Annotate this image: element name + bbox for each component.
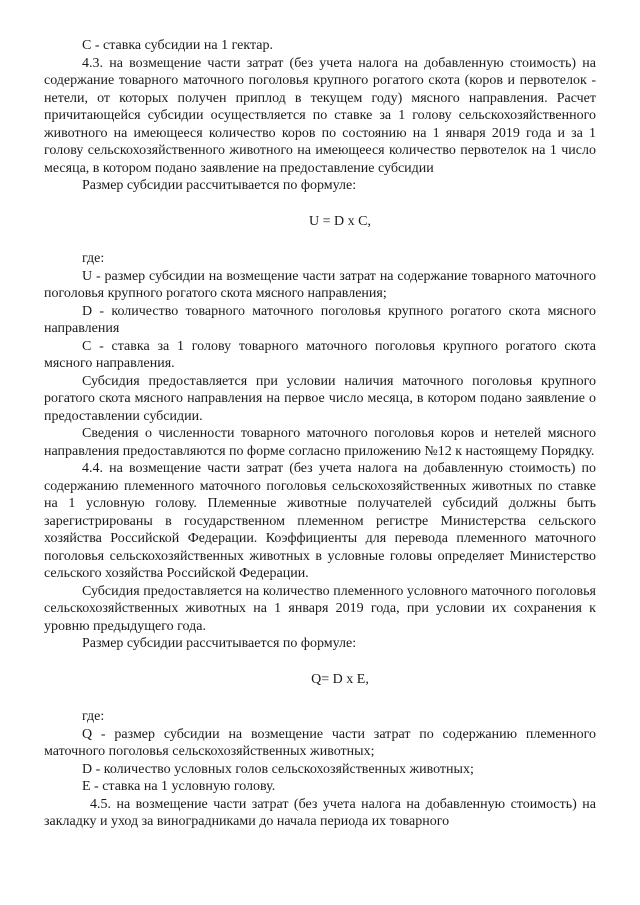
paragraph-4-5: 4.5. на возмещение части затрат (без учета налога на добавленную стоимость) на закладку и уход за виноградниками до начала периода их товарного <box>44 796 596 829</box>
paragraph-4-3: 4.3. на возмещение части затрат (без учета налога на добавленную стоимость) на содержание товарного маточного поголовья крупного рогатого скота (коров и первотелок - нетели, от которых получен приплод в текущем году) мясного направления. Расчет причитающейся субсидии осуществляется по ставке за 1 голову сельскохозяйственного животного на имеющееся количество коров по состоянию на 1 января 2019 года и за 1 голову сельскохозяйственного животного на имеющееся количество первотелок на 1 число месяца, в котором подано заявление на предоставление субсидии <box>44 55 596 176</box>
paragraph-rate-per-hectare: С - ставка субсидии на 1 гектар. <box>82 38 274 53</box>
paragraph-formula-intro-2: Размер субсидии рассчитывается по формуле: <box>82 636 357 651</box>
formula-2: Q= D x E, <box>311 671 369 687</box>
definition-q: Q - размер субсидии на возмещение части затрат по содержанию племенного маточного поголовья сельскохозяйственных животных; <box>44 726 596 759</box>
where-label-1: где: <box>82 251 105 266</box>
definition-d-2: D - количество условных голов сельскохозяйственных животных; <box>82 761 474 777</box>
paragraph-subsidy-condition-2: Субсидия предоставляется на количество племенного условного маточного поголовья сельскохозяйственных животных на 1 января 2019 года, при условии их сохранения к уровню предыдущего года. <box>44 583 596 634</box>
definition-e: E - ставка на 1 условную голову. <box>82 779 276 794</box>
paragraph-formula-intro-1: Размер субсидии рассчитывается по формуле: <box>82 178 357 193</box>
definition-d-1: D - количество товарного маточного поголовья крупного рогатого скота мясного направления <box>44 303 596 336</box>
paragraph-subsidy-condition-1: Субсидия предоставляется при условии наличия маточного поголовья крупного рогатого скота мясного направления на первое число месяца, в котором подано заявление о предоставлении субсидии. <box>44 373 596 424</box>
formula-1: U = D x C, <box>309 213 371 229</box>
where-label-2: где: <box>82 709 105 724</box>
document-body <box>44 37 596 831</box>
definition-u: U - размер субсидии на возмещение части затрат на содержание товарного маточного поголовья крупного рогатого скота мясного направления; <box>44 268 596 301</box>
paragraph-information-form: Сведения о численности товарного маточного поголовья коров и нетелей мясного направления предоставляются по форме согласно приложению №12 к настоящему Порядку. <box>44 426 596 459</box>
paragraph-4-4: 4.4. на возмещение части затрат (без учета налога на добавленную стоимость) по содержанию племенного маточного поголовья сельскохозяйственных животных по ставке на 1 условную голову. Племенные животные получателей субсидий должны быть зарегистрированы в государственном племенном регистре Министерства сельского хозяйства Российской Федерации. Коэффициенты для перевода племенного маточного поголовья сельскохозяйственных животных в условные головы определяет Министерство сельского хозяйства Российской Федерации. <box>44 461 596 581</box>
definition-c: C - ставка за 1 голову товарного маточного поголовья крупного рогатого скота мясного направления. <box>44 338 596 371</box>
